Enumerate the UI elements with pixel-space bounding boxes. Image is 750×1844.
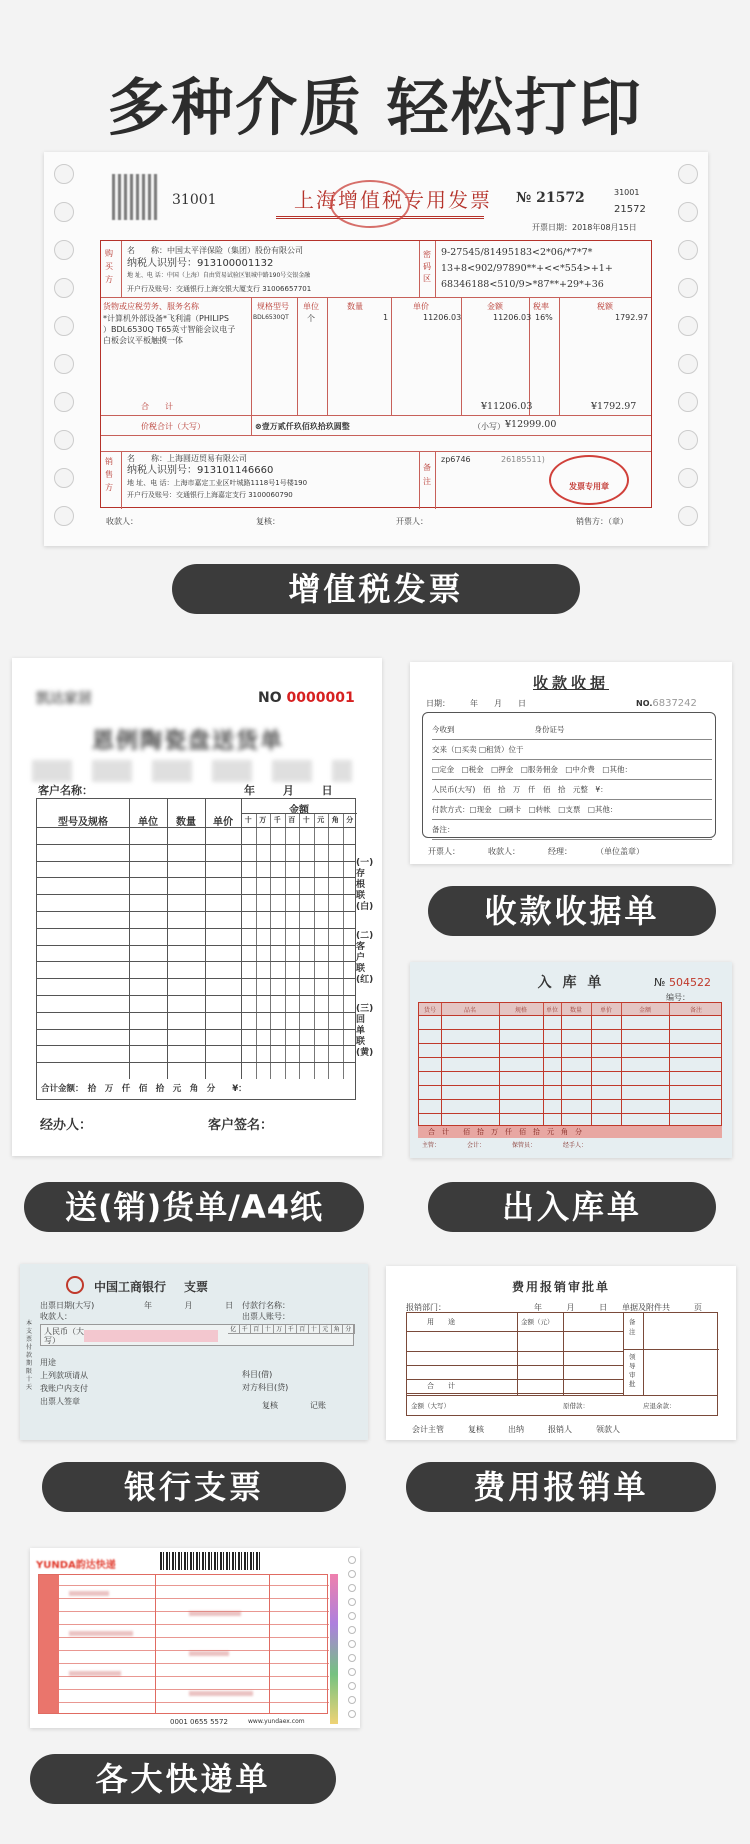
footer-issuer: 开票人： [396,517,428,526]
row-line [37,1062,355,1063]
row-line [59,1663,329,1664]
row-line [37,861,355,862]
row-line [419,1113,721,1114]
payer-bank-label: 付款行名称： [242,1301,290,1310]
digit-cell: 千 [286,1324,298,1334]
receipt-line [432,720,712,740]
row-line [37,961,355,962]
row-line [419,1029,721,1030]
column-line [499,1003,500,1125]
warehouse-sample [410,962,732,1158]
col-qty: 数量 [347,302,363,311]
attach-unit: 页 [694,1303,702,1312]
no-label: NO. [636,699,653,708]
copy-label: (一)存根联(白) [356,858,374,912]
side-copies [356,858,372,1077]
row-line [59,1689,329,1690]
warehouse-header: 单位 [545,1007,558,1014]
warehouse-header: 数量 [569,1007,582,1014]
cheque-date-units: 年 月 日 [144,1301,234,1310]
page-headline: 多种介质 轻松打印 [107,71,643,144]
cheque-title: 支票 [184,1280,209,1294]
column-line [129,799,130,1079]
sprocket-hole-icon [678,164,698,184]
date-units: 年 月 日 [244,784,333,797]
total-row: 合计金额： 拾 万 仟 佰 拾 元 角 分 ¥： [41,1084,247,1094]
seller-address: 地 址、电 话：上海市嘉定工业区叶城路1118号1号楼190 [127,479,308,487]
sprocket-hole-icon [54,392,74,412]
cheque-digits [228,1324,355,1334]
note-3: 出票人签章 [40,1397,80,1406]
payer-account-label: 出票人账号： [242,1312,290,1321]
seller-bank: 开户行及账号：交通银行上海嘉定支行 3100060790 [127,491,293,499]
remark-value-2: 26185511) [501,455,545,464]
item-name-3: 白板会议平板触摸一体 [103,336,183,345]
total-label: 合 计 [141,402,173,411]
delivery-no [258,690,355,706]
invoice-stamp: 发票专用章 [549,455,629,505]
col-tax: 税额 [597,302,613,311]
sprocket-hole-icon [54,278,74,298]
blurred-text [69,1631,133,1636]
caption-warehouse: 出入库单 [428,1182,716,1232]
buyer-address: 地 址、电 话：中国（上海）自由贸易试验区银城中路190号交银金融 [127,272,311,279]
row-line [419,1099,721,1100]
sprocket-hole-icon [54,316,74,336]
table-header: 单位 [138,817,158,828]
digit-cell: 亿 [228,1324,240,1334]
row-line [419,1057,721,1058]
checker-label: 复核 [262,1401,278,1410]
warehouse-header: 金额 [638,1007,651,1014]
received-label: 今收到 [432,725,455,734]
expense-table [406,1312,718,1416]
col-amount: 金额（元） [521,1318,554,1326]
express-brand: YUNDA韵达快递 [36,1560,116,1571]
row-line [37,1012,355,1013]
sprocket-hole-icon [678,240,698,260]
column-line [643,1313,644,1395]
delivery-title: 恩例陶瓷盘送货单 [92,729,285,754]
row-line [407,1393,623,1394]
attach-label: 单据及附件共 [622,1303,670,1312]
row-line [37,894,355,895]
remark-value: zp6746 [441,455,471,464]
receipt-line: 付款方式：□现金 □刷卡 □转帐 □支票 □其他： [432,800,712,820]
express-grid [38,1574,328,1714]
digit-cell: 分 [343,1324,355,1334]
row-line [37,827,355,828]
barcode-icon [160,1552,260,1570]
customer-sign-label: 客户签名： [208,1118,274,1133]
row-line [59,1702,329,1703]
column-line [269,1575,270,1713]
blur-info [32,760,352,782]
table-header: 单价 [213,817,233,828]
side-code-1: 31001 [614,188,640,197]
seller-name: 名 称：上海圆迈贸易有限公司 [127,454,247,463]
item-tax: 1792.97 [615,313,649,322]
vat-invoice-sample [44,152,708,546]
column-line [441,1003,442,1125]
sprocket-hole-icon [348,1626,356,1634]
table-header: 数量 [176,817,196,828]
item-name-1: *计算机外部设备*飞利浦（PHILIPS [103,314,229,323]
invoice-title: 上海增值税专用发票 [294,188,492,212]
col-use: 用 途 [427,1318,455,1326]
digit-cell: 百 [297,1324,309,1334]
grand-small: ¥12999.00 [505,419,557,430]
bookkeeper-label: 记账 [310,1401,326,1410]
digit-header: 百 [288,816,296,824]
expense-footer: 会计主管 复核 出纳 报销人 领款人 [412,1425,620,1434]
original-loan: 原借款： [563,1402,589,1410]
issue-date-label: 出票日期(大写) [40,1301,95,1310]
express-color-strip [330,1574,338,1724]
receipt-title: 收款收据 [532,674,609,692]
sprocket-hole-icon [54,506,74,526]
digit-header: 元 [317,816,325,824]
digit-header: 万 [259,816,267,824]
cheque-sample [20,1264,368,1440]
row-line [241,813,357,814]
warehouse-code: 编号： [666,993,690,1002]
row-line [37,945,355,946]
total-tax: ¥1792.97 [591,401,637,412]
receipt-line: 交来（□买卖 □租赁）位于 [432,740,712,760]
no-value: 0000001 [286,690,355,706]
column-line [155,1575,156,1713]
digit-cell: 万 [274,1324,286,1334]
table-header: 型号及规格 [58,817,108,828]
row-line [419,1015,721,1016]
sprocket-hole-icon [348,1556,356,1564]
digit-line [270,813,271,1079]
warehouse-title: 入 库 单 [537,975,605,991]
blurred-text [189,1691,253,1696]
digit-cell: 角 [332,1324,344,1334]
warehouse-footer: 主管： 会计： 保管员： 经手人： [422,1142,588,1149]
sprocket-hole-icon [678,202,698,222]
row-line [37,877,355,878]
expense-sample [386,1266,736,1440]
issue-date: 开票日期：2018年08月15日 [532,223,637,232]
sprocket-hole-icon [348,1654,356,1662]
receipt-lines [432,720,712,840]
col-rate: 税率 [533,302,549,311]
row-line [37,928,355,929]
no-label: № [516,190,532,206]
amount-words: 金额（大写） [411,1402,450,1410]
no-label: № [654,976,666,989]
col-unit: 单位 [303,302,319,311]
express-sample [30,1548,360,1728]
row-line [407,1395,717,1396]
sprocket-hole-icon [678,392,698,412]
row-line [59,1637,329,1638]
sprocket-hole-icon [348,1612,356,1620]
digit-cell: 千 [240,1324,252,1334]
tax-seal-icon [330,180,410,228]
column-line [591,1003,592,1125]
row-line [407,1379,623,1380]
digit-cell: 十 [309,1324,321,1334]
sprocket-hole-icon [678,468,698,488]
table-header: 金额 [289,805,309,816]
sprocket-hole-icon [678,430,698,450]
column-line [167,799,168,1079]
warehouse-header: 货号 [423,1007,436,1014]
caption-receipt: 收款收据单 [428,886,716,936]
no-label: NO [258,690,282,706]
row-line [37,911,355,912]
warehouse-total: 合 计 佰 拾 万 仟 佰 拾 元 角 分 [418,1126,722,1138]
column-line [205,799,206,1079]
digit-header: 十 [302,816,310,824]
digit-line [314,813,315,1079]
footer-seller: 销售方：（章） [576,517,628,526]
logo: 凯达家居 [36,691,92,707]
warehouse-header: 规格 [514,1007,527,1014]
receipt-line: 备注： [432,820,712,840]
sprocket-hole-icon [348,1598,356,1606]
digit-line [285,813,286,1079]
caption-vat: 增值税发票 [172,564,580,614]
caption-express: 各大快递单 [30,1754,336,1804]
buyer-name: 名 称：中国太平洋保险（集团）股份有限公司 [127,246,303,255]
column-line [621,1003,622,1125]
row-line [37,1045,355,1046]
amount-pink-field [84,1330,218,1342]
buyer-bank: 开户行及账号：交通银行上海交银大厦支行 31006657701 [127,284,312,293]
refund: 应退余款： [643,1402,676,1410]
caption-expense: 费用报销单 [406,1462,716,1512]
no-value: 21572 [536,190,585,206]
id-label: 身份证号 [534,725,565,734]
sprocket-hole-icon [54,468,74,488]
caption-delivery: 送(销)货单/A4纸 [24,1182,364,1232]
col-amount: 金额 [487,302,503,311]
express-site: www.yundaex.com [248,1718,305,1725]
row-line [623,1349,719,1350]
column-line [669,1003,670,1125]
invoice-number [516,190,585,206]
grand-words: ⊗壹万贰仟玖佰玖拾玖圆整 [255,422,350,431]
cipher-line-1: 9-27545/81495183<2*06/*7*7* [441,247,593,258]
col-spec: 规格型号 [257,302,289,311]
row-line [37,978,355,979]
cipher-label: 密码区 [423,250,431,283]
digit-header: 千 [273,816,281,824]
sprocket-hole-icon [348,1710,356,1718]
column-line [623,1313,624,1395]
sprocket-hole-icon [678,316,698,336]
sprocket-hole-icon [678,354,698,374]
sprocket-hole-icon [678,506,698,526]
item-rate: 16% [535,313,553,322]
digit-header: 十 [244,816,252,824]
row-line [37,1029,355,1030]
caption-cheque: 银行支票 [42,1462,346,1512]
column-line [543,1003,544,1125]
invoice-code: 31001 [172,192,217,208]
column-line [241,799,242,1079]
sprocket-hole-icon [54,202,74,222]
express-side-band [39,1575,59,1713]
row-line [419,1085,721,1086]
sprocket-hole-icon [678,278,698,298]
cipher-line-3: 68346188<510/9>*87**+29*+36 [441,279,604,290]
sprocket-hole-icon [348,1570,356,1578]
row-line [419,1071,721,1072]
digit-line [343,813,344,1079]
item-name-2: ）BDL6530Q T65英寸智能会议电子 [103,325,236,334]
blurred-text [189,1611,241,1616]
row-line [59,1585,329,1586]
sprocket-hole-icon [54,430,74,450]
delivery-note-sample [12,658,382,1156]
copy-label: (三)回单联(黄) [356,1004,374,1058]
sprocket-hole-icon [54,240,74,260]
receipt-line: □定金 □税金 □押金 □服务佣金 □中介费 □其他： [432,760,712,780]
blurred-text [69,1671,121,1676]
row-line [407,1365,623,1366]
header-band [419,1003,721,1015]
column-line [517,1313,518,1395]
digit-cell: 元 [320,1324,332,1334]
sprocket-hole-icon [348,1640,356,1648]
delivery-table [36,798,356,1100]
sprocket-hole-icon [54,164,74,184]
rmb-label: 人民币（大写） [44,1327,84,1345]
warehouse-no [654,976,711,989]
blurred-text [69,1591,109,1596]
row-line [59,1598,329,1599]
customer-label: 客户名称： [38,784,93,797]
row-line [419,1043,721,1044]
no-value: 504522 [668,976,711,989]
sprocket-hole-icon [348,1696,356,1704]
item-price: 11206.03 [423,313,462,322]
digit-header: 分 [346,816,354,824]
receipt-footer: 开票人： 收款人： 经理： （单位盖章） [428,847,644,856]
footer-payee: 收款人： [106,517,138,526]
item-unit: 个 [307,314,315,323]
expense-date-units: 年 月 日 [534,1303,608,1312]
receipt-date: 日期： 年 月 日 [426,699,526,708]
sprocket-hole-icon [348,1584,356,1592]
sprocket-hole-icon [348,1682,356,1690]
handler-label: 经办人： [40,1118,93,1133]
row-line [407,1351,623,1352]
express-code: 0001 0655 5572 [170,1718,228,1726]
row-line [59,1624,329,1625]
payee-label: 收款人： [40,1312,72,1321]
icbc-logo-icon [66,1276,84,1294]
side-code-2: 21572 [614,204,646,215]
seller-label: 销售方 [105,457,113,492]
note-2: 我账户内支付 [40,1384,88,1393]
item-spec: BDL6530QT [253,314,289,321]
leader-label: 领导审批 [629,1353,636,1388]
digit-line [256,813,257,1079]
row-line [59,1676,329,1677]
receipt-no [636,698,697,709]
digit-cell: 百 [251,1324,263,1334]
note-1: 上列款项请从 [40,1371,88,1380]
total-amount: ¥11206.03 [481,401,533,412]
receipt-sample [410,662,732,864]
seller-tax-id: 纳税人识别号：913101146660 [127,465,274,476]
digit-cell: 十 [263,1324,275,1334]
sprocket-hole-icon [348,1668,356,1676]
receipt-line: 人民币(大写) 佰 拾 万 仟 佰 拾 元整 ¥： [432,780,712,800]
warehouse-table [418,1002,722,1126]
remark-label: 备注 [423,463,431,486]
grand-small-label: （小写） [473,422,505,431]
column-line [563,1313,564,1395]
col-item: 货物或应税劳务、服务名称 [103,302,199,311]
contra-subject-label: 对方科目(贷) [242,1383,289,1392]
bank-name: 中国工商银行 [94,1280,167,1294]
row-line [407,1331,623,1332]
warehouse-header: 单价 [599,1007,612,1014]
copy-label: (二)客户联(红) [356,931,374,985]
digit-line [299,813,300,1079]
qr-code-icon [112,174,158,220]
expense-title: 费用报销审批单 [511,1280,610,1294]
row-line [37,995,355,996]
footer-checker: 复核： [256,517,280,526]
cipher-line-2: 13+8<902/97890**+<<*554>+1+ [441,263,613,274]
warehouse-header: 备注 [689,1007,702,1014]
column-line [561,1003,562,1125]
cheque-side-note: 本支票付款期限十天 [26,1320,33,1391]
col-price: 单价 [413,302,429,311]
remark-label: 备注 [629,1318,636,1336]
blurred-text [189,1651,229,1656]
purpose-label: 用途 [40,1358,56,1367]
buyer-tax-id: 纳税人识别号：913100001132 [127,257,274,269]
digit-line [328,813,329,1079]
total-label: 合 计 [427,1382,455,1390]
no-value: 6837242 [652,698,697,709]
row-line [37,844,355,845]
item-amount: 11206.03 [493,313,532,322]
subject-label: 科目(借) [242,1370,273,1379]
sprocket-hole-icon [54,354,74,374]
buyer-label: 购买方 [105,249,113,284]
expense-dept: 报销部门： [406,1303,446,1312]
item-qty: 1 [383,313,389,322]
grand-label: 价税合计（大写） [141,422,205,431]
invoice-table [100,240,652,508]
digit-header: 角 [331,816,339,824]
warehouse-header: 品名 [463,1007,476,1014]
